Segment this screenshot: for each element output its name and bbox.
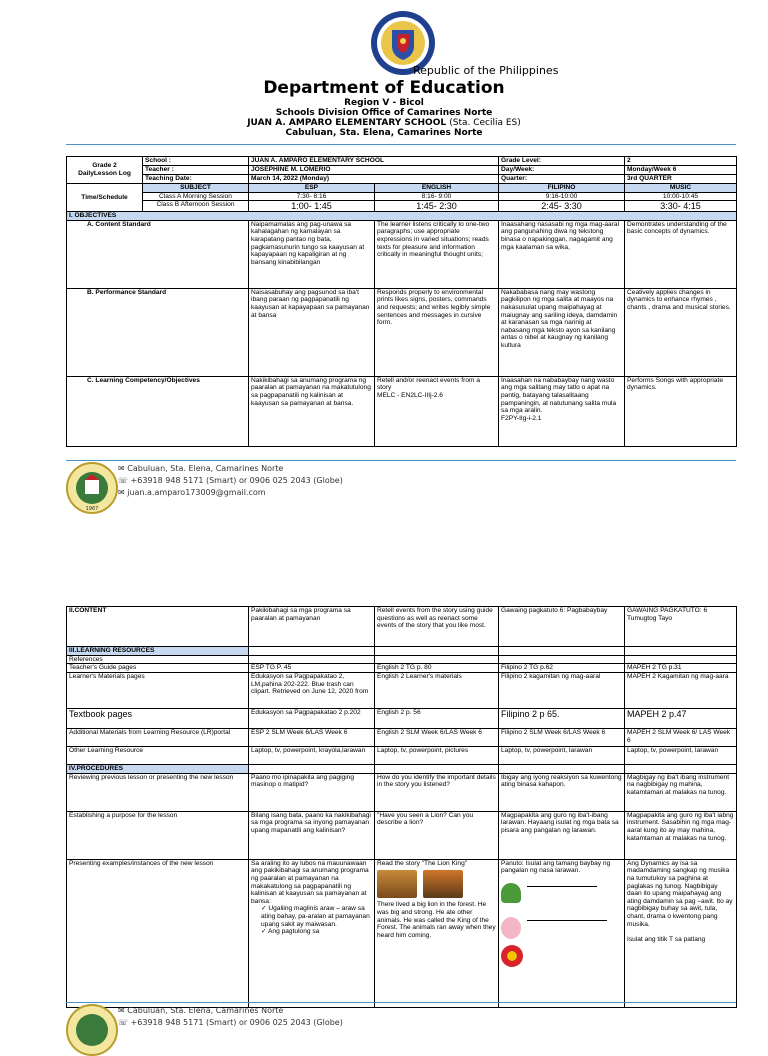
school-address: Cabuluan, Sta. Elena, Camarines Norte [285,128,483,138]
content-standard-music: Demontrates understanding of the basic concepts of dynamics. [625,220,737,288]
additional-music: MAPEH 2 SLM Week 6/ LAS Week 6 [625,729,737,747]
review-esp: Paano mo ipinapakita ang pagiging masinop o matipid? [249,773,375,811]
teacher-label: Teacher : [143,166,249,175]
content-music: GAWAING PAGKATUTO: 6 Tumugtog Tayo [625,607,737,647]
header-rule [66,144,736,145]
content-english: Retell events from the story using guide questions as well as reenact some events of the story that you like most. [375,607,499,647]
afternoon-time: 1:00- 1:45 [249,201,375,212]
afternoon-time: 1:45- 2:30 [375,201,499,212]
grade-level-value: 2 [625,157,737,166]
footer-phone: ☏ +63918 948 5171 (Smart) or 0906 025 2043 (Globe) [118,476,343,485]
lm-esp: Edukasyon sa Pagpapakatao 2, LM,pahina 202-222. Blue trash can clipart. Retrieved on June 12, 2020 from [249,673,375,709]
morning-time: 7:30- 8:16 [249,192,375,201]
afternoon-session-label: Class B Afternoon Session [143,201,249,212]
textbook-label: Textbook pages [67,709,249,729]
grade-log-label: Grade 2 DailyLesson Log [67,157,143,184]
competency-english: Retell and/or reenact events from a story MELC - EN2LC-IIIj-2.6 [375,376,499,446]
textbook-esp: Edukasyon sa Pagpapakatao 2 p.202 [249,709,375,729]
review-label: Reviewing previous lesson or presenting the new lesson [67,773,249,811]
svg-text:1967: 1967 [85,506,99,512]
additional-esp: ESP 2 SLM Week 6/LAS Week 6 [249,729,375,747]
lesson-log-table [66,156,737,447]
lm-music: MAPEH 2 Kagamitan ng mag-aara [625,673,737,709]
morning-time: 10:00-10:45 [625,192,737,201]
footer-address: ✉ Cabuluan, Sta. Elena, Camarines Norte [118,464,284,473]
subject-esp: ESP [249,184,375,193]
afternoon-time: 3:30- 4:15 [625,201,737,212]
time-schedule-label: Time/Schedule [67,184,143,212]
school-value: JUAN A. AMPARO ELEMENTARY SCHOOL [249,157,499,166]
morning-time: 9:16-10:00 [499,192,625,201]
teacher-value: JOSEPHINE M. LOMERIO [249,166,499,175]
republic-text: Republic of the Philippines [413,64,559,77]
teaching-date-value: March 14, 2022 (Monday) [249,175,499,184]
review-filipino: Ibigay ang iyong reaksiyon sa kuwentong ating binasa kahapon. [499,773,625,811]
content-standard-label: A. Content Standard [67,220,249,288]
morning-time: 8:16- 9:00 [375,192,499,201]
content-standard-english: The learner listens critically to one-two paragraphs; use appropriate expressions in varied situations; reads texts for pleasure and information critically in meaningful thought units; [375,220,499,288]
competency-filipino: Inaasahan na nababaybay nang wasto ang mga salitang may tatlo o apat na pantig, batayang talasalitaang pampaningin, at natutunang salita mula sa mga aralin. F2PY-IIg-i-2.1 [499,376,625,446]
objectives-title: I. OBJECTIVES [67,212,737,221]
subject-music: MUSIC [625,184,737,193]
performance-standard-filipino: Nakababasa nang may wastong pagkilipon ng mga salita at maayos na nakasusulat upang maipahayag at maiugnay ang sariling ideya, damdamin at karanasan sa mga narinig at nabasang mga teksto ayon sa kanilang antas o nibel at kaugnay ng kanilang kultura [499,288,625,376]
performance-standard-english: Responds properly to environmental prints likes signs, posters, commands and requests; and writes legibly simple sentences and messages in cursive form. [375,288,499,376]
review-english: How do you identify the important details in the story you listened? [375,773,499,811]
lm-filipino: Filipino 2 kagamitan ng mag-aaral [499,673,625,709]
content-esp: Pakikibahagi sa mga programa sa paaralan at pamayanan [249,607,375,647]
footer-rule-page2 [66,1002,736,1003]
textbook-music: MAPEH 2 p.47 [625,709,737,729]
purpose-english: "Have you seen a Lion? Can you describe a lion? [375,811,499,859]
competency-esp: Nakikibahagi sa anumang programa ng paaralan at pamayanan na makatutulong sa pagpapanatili ng kalinisan at kaayusan sa pamayanan at bansa. [249,376,375,446]
plant-image [501,883,521,903]
content-label: II.CONTENT [67,607,249,647]
examples-label: Presenting examples/instances of the new lesson [67,859,249,1007]
additional-filipino: Filipino 2 SLM Week 6/LAS Week 6 [499,729,625,747]
other-esp: Laptop, tv, powerpoint, krayola,larawan [249,747,375,765]
school-logo [66,462,118,514]
content-standard-filipino: Inaasahang nasasabi ng mga mag-aaral ang pangunahing diwa ng tekstong binasa o napakinggan, nagagamit ang mga kaalaman sa wika, [499,220,625,288]
tg-filipino: Filipino 2 TG p.62 [499,664,625,673]
school-logo-page2 [66,1004,118,1056]
tg-english: English 2 TG p. 80 [375,664,499,673]
purpose-esp: Bilang isang bata, paano ka nakikibahagi sa mga programa sa inyong pamayanan upang mapanatili ang kalinisan? [249,811,375,859]
other-label: Other Learning Resource [67,747,249,765]
footer-rule [66,460,736,461]
performance-standard-music: Ceatively applies changes in dynamics to enhance rhymes , chants , drama and musical stories. [625,288,737,376]
doll-image [501,917,521,939]
department-title: Department of Education [263,78,505,98]
school-name: JUAN A. AMPARO ELEMENTARY SCHOOL (Sta. Cecilia ES) [247,118,521,128]
other-music: Laptop, tv, powerpoint, larawan [625,747,737,765]
additional-label: Additional Materials from Learning Resource (LR)portal [67,729,249,747]
lion-image [377,870,417,898]
division-text: Schools Division Office of Camarines Norte [275,108,493,118]
tg-music: MAPEH 2 TG p.31 [625,664,737,673]
other-english: Laptop, tv, powerpoint, pictures [375,747,499,765]
competency-label: C. Learning Competency/Objectives [67,376,249,446]
lm-english: English 2 Learner's materials [375,673,499,709]
purpose-music: Magpapakita ang guro ng iba't iabng instrument. Sasabihin ng mga mag-aaral kung ito ay may mahina, katamtaman at malakas na tunog. [625,811,737,859]
lm-label: Learner's Materials pages [67,673,249,709]
examples-filipino: Panuto: Isulat ang tamang baybay ng pangalan ng nasa larawan. [499,859,625,1007]
footer-phone-page2: ☏ +63918 948 5171 (Smart) or 0906 025 2043 (Globe) [118,1018,343,1027]
afternoon-time: 2:45- 3:30 [499,201,625,212]
performance-standard-esp: Naisasabuhay ang pagsunod sa iba't ibang paraan ng pagpapanatili ng kaayusan at kapayapaan sa pamayanan at bansa [249,288,375,376]
examples-esp: Sa araling ito ay lubos na mauunawaan ang pakikibahagi sa anumang programa ng paaralan at pamayanan na makakatulong sa pagpapanatili ng kalinisan at kaayusan sa pamayanan at bansa: ✓ Ugaliing maglinis araw – araw sa ating bahay, pa-aralan at pamayanan upang sakit ay maiwasan. ✓ Ang pagtulong sa [249,859,375,1007]
procedures-label: IV.PROCEDURES [67,765,249,774]
resources-label: III.LEARNING RESOURCES [67,647,249,656]
quarter-label: Quarter: [499,175,625,184]
competency-music: Performs Songs with appropriate dynamics. [625,376,737,446]
flower-image [501,945,523,967]
tg-label: Teacher's Guide pages [67,664,249,673]
purpose-label: Establishing a purpose for the lesson [67,811,249,859]
tg-esp: ESP TG P. 45 [249,664,375,673]
references-label: References [67,655,249,664]
examples-english: Read the story "The Lion King" There lived a big lion in the forest. He was big and strong. He ate other animals. He was called the King of the Forest. The animals ran away when they heard him coming. [375,859,499,1007]
subject-english: ENGLISH [375,184,499,193]
region-text: Region V - Bicol [344,98,424,108]
quarter-value: 3rd QUARTER [625,175,737,184]
school-label: School : [143,157,249,166]
morning-session-label: Class A Morning Session [143,192,249,201]
purpose-filipino: Magpapakita ang guro ng iba't-ibang larawan. Hayaang isulat ng mga bata sa pisara ang pangalan ng larawan. [499,811,625,859]
dayweek-value: Monday/Week 6 [625,166,737,175]
additional-english: English 2 SLM Week 6/LAS Week 6 [375,729,499,747]
textbook-filipino: Filipino 2 p 65. [499,709,625,729]
review-music: Magbigay ng iba't ibang instrument na nagbibigay ng mahina, katamtaman at malakas na tunog. [625,773,737,811]
grade-level-label: Grade Level: [499,157,625,166]
fox-image [423,870,463,898]
content-filipino: Gawaing pagkatuto 6: Pagbabaybay [499,607,625,647]
other-filipino: Laptop, tv, powerpoint, larawan [499,747,625,765]
content-standard-esp: Naipamamalas ang pag-unawa sa kahalagahan ng kamalayan sa karapatang pantao ng bata, pagkamasunurin tungo sa kaayusan at kapayapaan ng kapaligiran at ng bansang kinabibilangan [249,220,375,288]
examples-music: Ang Dynamics ay isa sa madamdaming sangkap ng musika na tumutukoy sa paghina at paglakas ng tunog. Nagbibigay daan ito upang maipahayag ang ating damdamin sa pag –awit. Ito ay nagbibigay buhay sa awit, tula, chant, drama o kwentong pang musika. Isulat ang titik T sa patlang [625,859,737,1007]
lesson-log-table-page2 [66,606,737,1008]
footer-address-page2: ✉ Cabuluan, Sta. Elena, Camarines Norte [118,1006,284,1015]
teaching-date-label: Teaching Date: [143,175,249,184]
dayweek-label: Day/Week: [499,166,625,175]
textbook-english: English 2 p. 56 [375,709,499,729]
subject-header: SUBJECT [143,184,249,193]
footer-email: ✉ juan.a.amparo173009@gmail.com [118,488,266,497]
subject-filipino: FILIPINO [499,184,625,193]
performance-standard-label: B. Performance Standard [67,288,249,376]
